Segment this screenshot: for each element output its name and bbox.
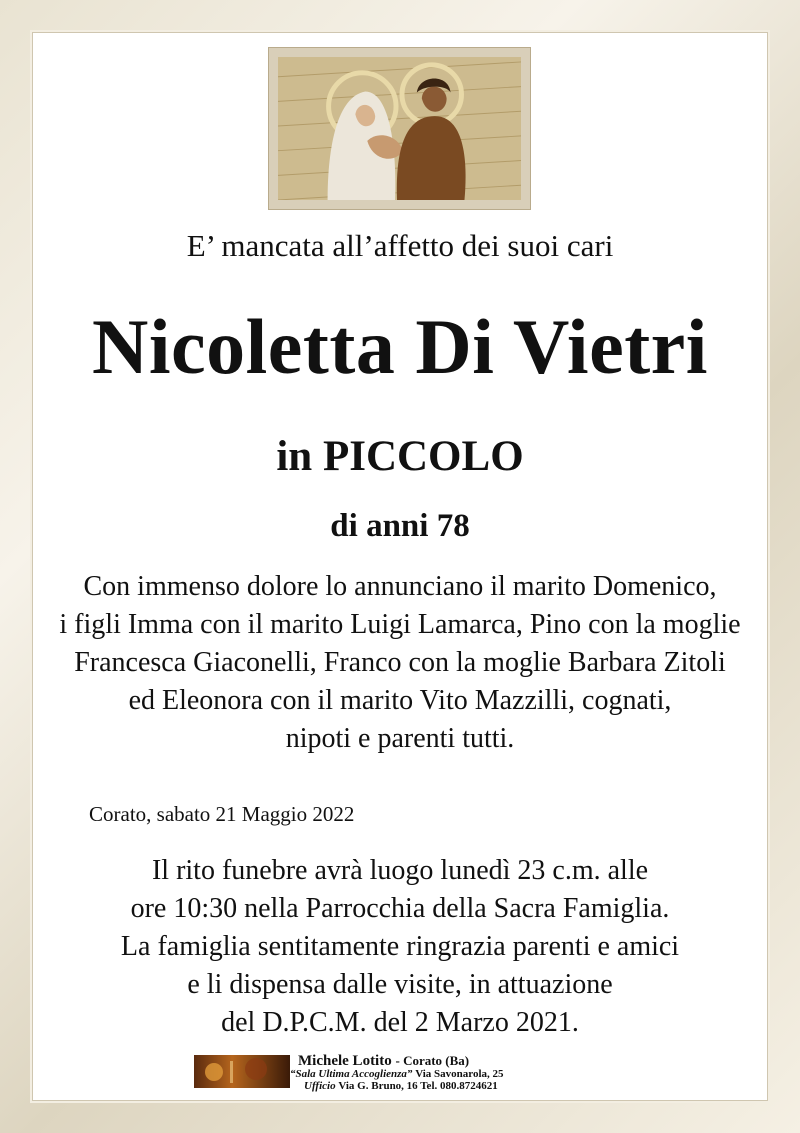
place-date: Corato, sabato 21 Maggio 2022 — [89, 802, 355, 826]
family-message — [0, 568, 800, 758]
deceased-name: Nicoletta Di Vietri — [92, 303, 708, 390]
footer-office-line — [304, 1080, 498, 1092]
holy-family-icon — [268, 47, 531, 210]
company-city: - Corato (Ba) — [395, 1053, 470, 1068]
office-address: Via G. Bruno, 16 Tel. 080.8724621 — [338, 1080, 498, 1092]
message-line: Con immenso dolore lo annunciano il marito Domenico, — [83, 571, 717, 602]
rite-line: Il rito funebre avrà luogo lunedì 23 c.m. alle — [151, 855, 649, 886]
funeral-home-logo — [194, 1055, 290, 1088]
company-name: Michele Lotito — [298, 1053, 392, 1069]
hall-address: Via Savonarola, 25 — [415, 1068, 504, 1080]
message-line: nipoti e parenti tutti. — [285, 723, 515, 754]
intro-text: E’ mancata all’affetto dei suoi cari — [186, 228, 614, 263]
message-line: ed Eleonora con il marito Vito Mazzilli, cognati, — [128, 685, 672, 716]
age-text: di anni 78 — [330, 508, 470, 544]
message-line: Francesca Giaconelli, Franco con la moglie Barbara Zitoli — [74, 647, 726, 678]
rite-line: La famiglia sentitamente ringrazia parenti e amici — [120, 931, 680, 962]
funeral-rite-text — [0, 852, 800, 1042]
office-label: Ufficio — [304, 1080, 336, 1092]
rite-line: del D.P.C.M. del 2 Marzo 2021. — [221, 1007, 579, 1038]
rite-line: e li dispensa dalle visite, in attuazione — [187, 969, 613, 1000]
hall-name: “Sala Ultima Accoglienza” — [290, 1068, 413, 1080]
message-line: i figli Imma con il marito Luigi Lamarca, Pino con la moglie — [59, 609, 741, 640]
funeral-home-footer — [194, 1053, 614, 1091]
rite-line: ore 10:30 nella Parrocchia della Sacra Famiglia. — [130, 893, 670, 924]
married-name: in PICCOLO — [276, 433, 524, 480]
footer-hall-line — [290, 1068, 504, 1080]
